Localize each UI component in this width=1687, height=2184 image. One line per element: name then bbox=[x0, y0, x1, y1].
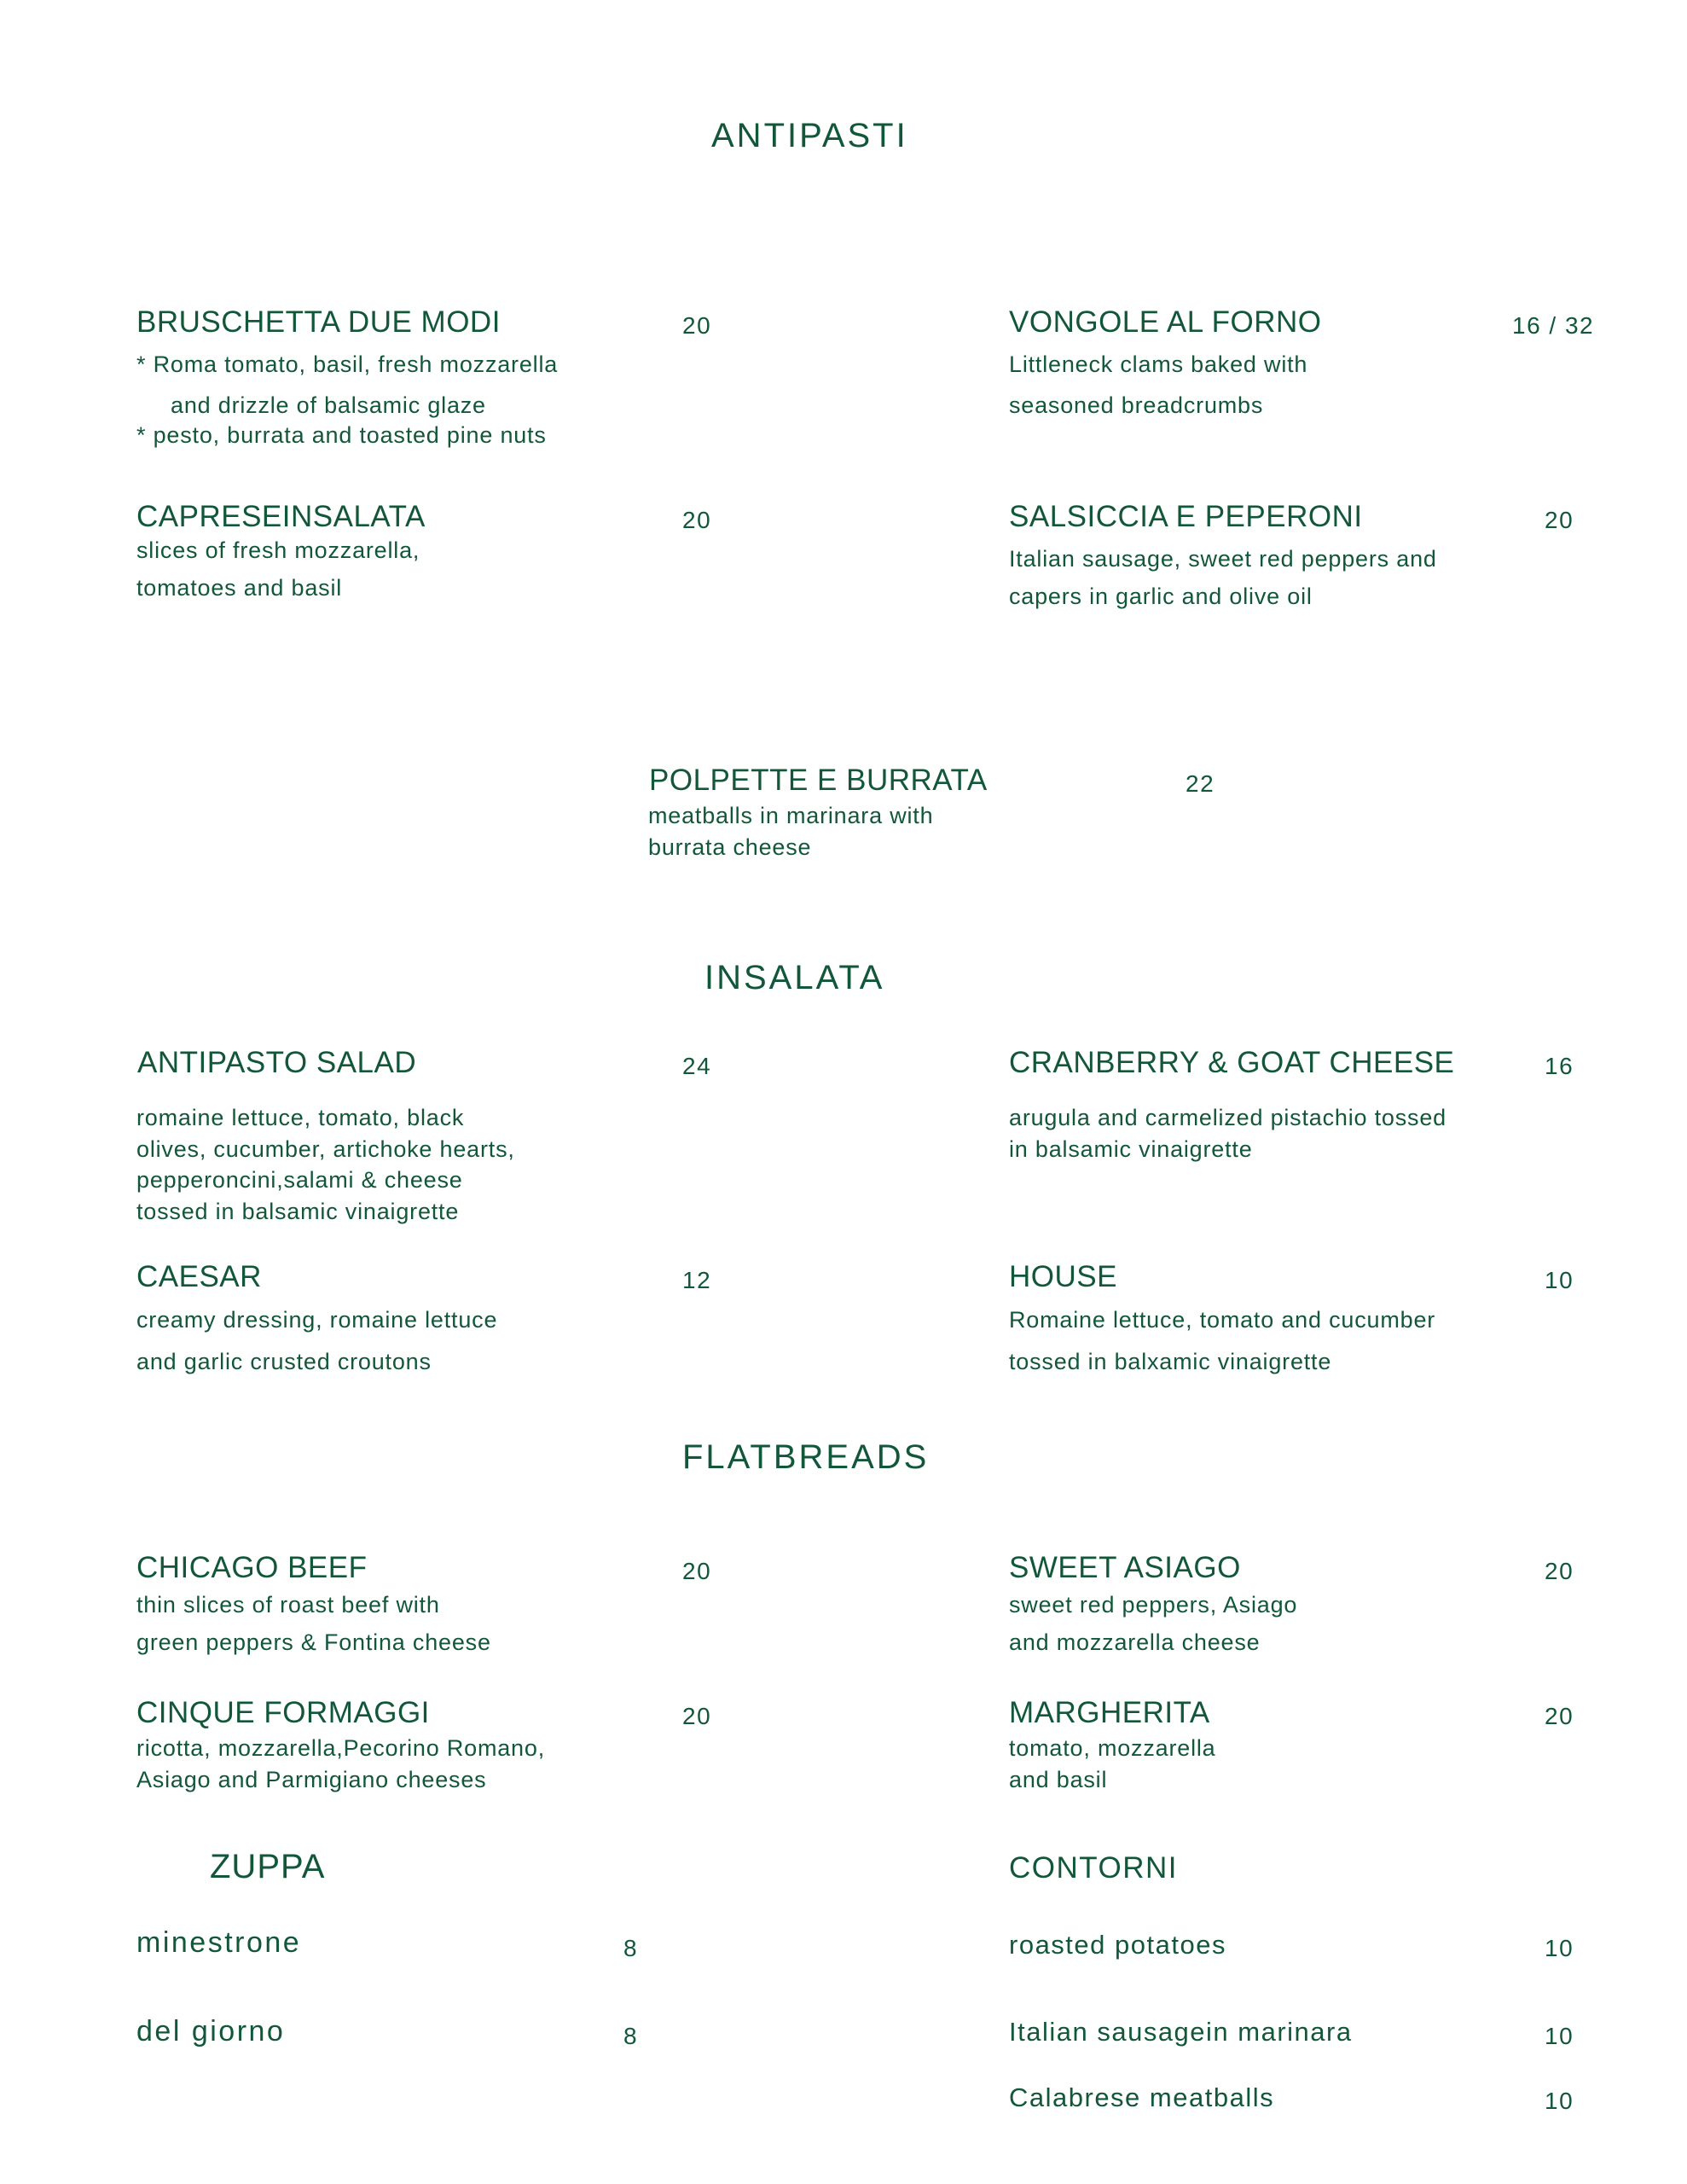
item-name-antipasto-salad: ANTIPASTO SALAD bbox=[137, 1046, 417, 1079]
item-name-margherita: MARGHERITA bbox=[1009, 1696, 1210, 1729]
item-name-polpette: POLPETTE E BURRATA bbox=[649, 764, 988, 797]
item-name-cinque-formaggi: CINQUE FORMAGGI bbox=[136, 1696, 430, 1729]
contorni-item-price-calabrese-meatballs: 10 bbox=[1545, 2088, 1574, 2114]
item-name-house: HOUSE bbox=[1009, 1260, 1117, 1293]
section-title-antipasti: ANTIPASTI bbox=[711, 117, 908, 154]
item-price-cranberry: 16 bbox=[1545, 1053, 1574, 1079]
contorni-item-name-calabrese-meatballs: Calabrese meatballs bbox=[1009, 2082, 1275, 2112]
item-desc-house-2: tossed in balxamic vinaigrette bbox=[1009, 1349, 1332, 1374]
item-price-margherita: 20 bbox=[1545, 1703, 1574, 1729]
item-desc-antipasto-salad-2: olives, cucumber, artichoke hearts, bbox=[136, 1136, 515, 1162]
item-price-salsiccia: 20 bbox=[1545, 507, 1574, 533]
item-price-antipasto-salad: 24 bbox=[682, 1053, 712, 1079]
item-name-chicago-beef: CHICAGO BEEF bbox=[136, 1551, 368, 1584]
item-desc-salsiccia-1: Italian sausage, sweet red peppers and bbox=[1009, 546, 1437, 572]
item-desc-vongole-1: Littleneck clams baked with bbox=[1009, 351, 1308, 377]
item-price-sweet-asiago: 20 bbox=[1545, 1558, 1574, 1584]
item-desc-caprese-1: slices of fresh mozzarella, bbox=[136, 537, 420, 563]
item-name-caesar: CAESAR bbox=[136, 1260, 262, 1293]
item-price-chicago-beef: 20 bbox=[682, 1558, 712, 1584]
contorni-item-name-italian-sausage: Italian sausagein marinara bbox=[1009, 2017, 1353, 2047]
item-price-polpette: 22 bbox=[1186, 770, 1215, 797]
contorni-item-price-italian-sausage: 10 bbox=[1545, 2023, 1574, 2049]
section-title-zuppa: ZUPPA bbox=[210, 1848, 326, 1885]
item-name-caprese: CAPRESEINSALATA bbox=[136, 500, 426, 533]
item-desc-margherita-2: and basil bbox=[1009, 1767, 1108, 1792]
item-desc-polpette-1: meatballs in marinara with bbox=[648, 803, 934, 828]
section-title-contorni: CONTORNI bbox=[1009, 1851, 1179, 1885]
item-price-bruschetta: 20 bbox=[682, 312, 712, 339]
item-desc-antipasto-salad-1: romaine lettuce, tomato, black bbox=[136, 1105, 465, 1130]
item-price-vongole: 16 / 32 bbox=[1512, 312, 1595, 339]
zuppa-item-name-minestrone: minestrone bbox=[136, 1926, 302, 1959]
item-name-cranberry: CRANBERRY & GOAT CHEESE bbox=[1009, 1046, 1455, 1079]
item-desc-sweet-asiago-2: and mozzarella cheese bbox=[1009, 1629, 1261, 1655]
item-desc-bruschetta-2: and drizzle of balsamic glaze bbox=[171, 392, 486, 418]
item-desc-margherita-1: tomato, mozzarella bbox=[1009, 1735, 1216, 1761]
item-desc-salsiccia-2: capers in garlic and olive oil bbox=[1009, 584, 1313, 609]
item-desc-cranberry-2: in balsamic vinaigrette bbox=[1009, 1136, 1253, 1162]
item-desc-bruschetta-1: * Roma tomato, basil, fresh mozzarella bbox=[136, 351, 559, 377]
item-desc-cranberry-1: arugula and carmelized pistachio tossed bbox=[1009, 1105, 1446, 1130]
contorni-item-price-roasted-potatoes: 10 bbox=[1545, 1935, 1574, 1961]
item-desc-polpette-2: burrata cheese bbox=[648, 834, 812, 860]
item-price-caprese: 20 bbox=[682, 507, 712, 533]
contorni-item-name-roasted-potatoes: roasted potatoes bbox=[1009, 1930, 1226, 1960]
item-desc-cinque-formaggi-1: ricotta, mozzarella,Pecorino Romano, bbox=[136, 1735, 545, 1761]
item-desc-chicago-beef-1: thin slices of roast beef with bbox=[136, 1592, 440, 1618]
item-desc-bruschetta-3: * pesto, burrata and toasted pine nuts bbox=[136, 422, 547, 448]
item-desc-antipasto-salad-4: tossed in balsamic vinaigrette bbox=[136, 1199, 460, 1224]
item-name-salsiccia: SALSICCIA E PEPERONI bbox=[1009, 500, 1363, 533]
item-name-sweet-asiago: SWEET ASIAGO bbox=[1009, 1551, 1241, 1584]
zuppa-item-price-del-giorno: 8 bbox=[623, 2023, 639, 2049]
item-name-vongole: VONGOLE AL FORNO bbox=[1009, 305, 1322, 339]
item-desc-sweet-asiago-1: sweet red peppers, Asiago bbox=[1009, 1592, 1298, 1618]
section-title-insalata: INSALATA bbox=[704, 959, 885, 996]
section-title-flatbreads: FLATBREADS bbox=[682, 1438, 930, 1476]
item-desc-caprese-2: tomatoes and basil bbox=[136, 575, 343, 601]
item-desc-cinque-formaggi-2: Asiago and Parmigiano cheeses bbox=[136, 1767, 487, 1792]
item-desc-antipasto-salad-3: pepperoncini,salami & cheese bbox=[136, 1167, 463, 1193]
item-desc-chicago-beef-2: green peppers & Fontina cheese bbox=[136, 1629, 491, 1655]
item-name-bruschetta: BRUSCHETTA DUE MODI bbox=[136, 305, 501, 339]
item-price-house: 10 bbox=[1545, 1267, 1574, 1293]
item-price-caesar: 12 bbox=[682, 1267, 712, 1293]
item-desc-caesar-1: creamy dressing, romaine lettuce bbox=[136, 1307, 498, 1333]
zuppa-item-price-minestrone: 8 bbox=[623, 1935, 639, 1961]
item-price-cinque-formaggi: 20 bbox=[682, 1703, 712, 1729]
zuppa-item-name-del-giorno: del giorno bbox=[136, 2015, 286, 2048]
item-desc-house-1: Romaine lettuce, tomato and cucumber bbox=[1009, 1307, 1436, 1333]
item-desc-caesar-2: and garlic crusted croutons bbox=[136, 1349, 432, 1374]
item-desc-vongole-2: seasoned breadcrumbs bbox=[1009, 392, 1264, 418]
